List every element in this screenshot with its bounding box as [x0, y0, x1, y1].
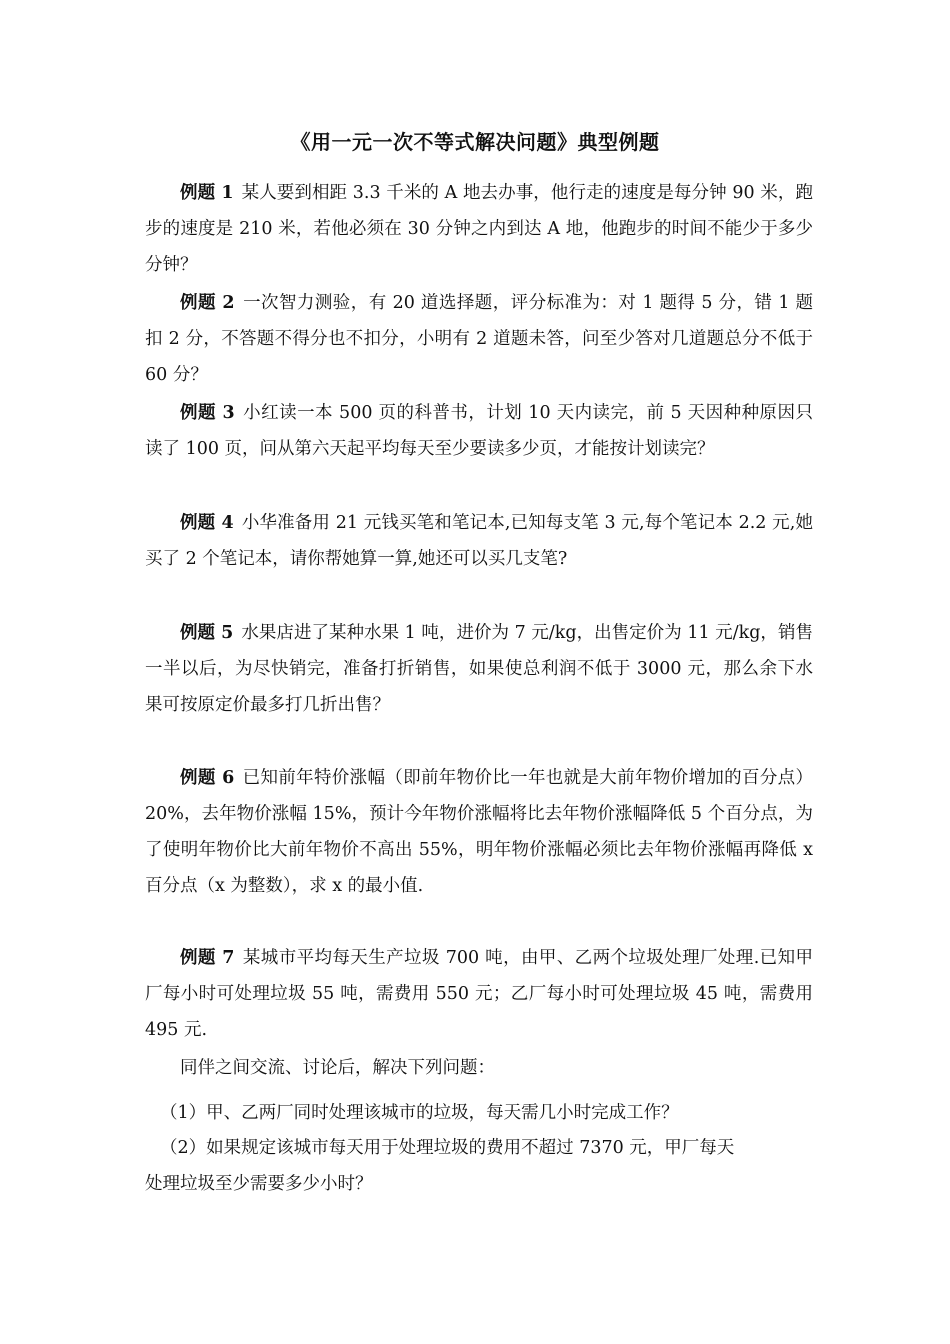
example-text: 小华准备用 21 元钱买笔和笔记本,已知每支笔 3 元,每个笔记本 2.2 元,她买了 2 个笔记本，请你帮她算一算,她还可以买几支笔? — [145, 513, 813, 569]
example-label: 例题 6 — [180, 768, 235, 788]
example-text: 某城市平均每天生产垃圾 700 吨，由甲、乙两个垃圾处理厂处理.已知甲厂每小时可处理垃圾 55 吨，需费用 550 元；乙厂每小时可处理垃圾 45 吨，需费用 495 元. — [145, 948, 813, 1040]
question-1: （1）甲、乙两厂同时处理该城市的垃圾，每天需几小时完成工作？ — [160, 1103, 679, 1123]
example-2 — [145, 285, 813, 393]
example-4 — [145, 505, 813, 577]
example-text: 已知前年特价涨幅（即前年物价比一年也就是大前年物价增加的百分点）20%，去年物价涨幅 15%，预计今年物价涨幅将比去年物价涨幅降低 5 个百分点，为了使明年物价比大前年物价不高出 55%，明年物价涨幅必须比去年物价涨幅再降低 x 百分点（x 为整数），求 x 的最小值. — [145, 768, 813, 896]
example-text: 水果店进了某种水果 1 吨，进价为 7 元/kg，出售定价为 11 元/kg，销售一半以后，为尽快销完，准备打折销售，如果使总利润不低于 3000 元，那么余下水果可按原定价最多打几折出售？ — [145, 623, 813, 715]
example-label: 例题 4 — [180, 513, 234, 533]
example-text: 一次智力测验，有 20 道选择题，评分标准为：对 1 题得 5 分，错 1 题扣 2 分，不答题不得分也不扣分，小明有 2 道题未答，问至少答对几道题总分不低于 60 分？ — [145, 293, 814, 385]
example-7 — [145, 940, 813, 1048]
example-3 — [145, 395, 813, 467]
example-5 — [145, 615, 813, 723]
example-label: 例题 5 — [180, 623, 234, 643]
example-label: 例题 3 — [180, 403, 235, 423]
example-label: 例题 1 — [180, 183, 234, 203]
question-2-continued: 处理垃圾至少需要多少小时？ — [145, 1174, 373, 1194]
example-6 — [145, 760, 813, 904]
example-label: 例题 7 — [180, 948, 235, 968]
example-1 — [145, 175, 813, 283]
example-label: 例题 2 — [180, 293, 235, 313]
document-title: 《用一元一次不等式解决问题》典型例题 — [290, 130, 660, 154]
example-text: 某人要到相距 3.3 千米的 A 地去办事，他行走的速度是每分钟 90 米，跑步的速度是 210 米，若他必须在 30 分钟之内到达 A 地，他跑步的时间不能少于多少分钟？ — [145, 183, 813, 275]
question-2: （2）如果规定该城市每天用于处理垃圾的费用不超过 7370 元，甲厂每天 — [160, 1138, 735, 1158]
example-text: 小红读一本 500 页的科普书，计划 10 天内读完，前 5 天因种种原因只读了 100 页，问从第六天起平均每天至少要读多少页，才能按计划读完？ — [145, 403, 813, 459]
discussion-note: 同伴之间交流、讨论后，解决下列问题： — [180, 1058, 495, 1078]
